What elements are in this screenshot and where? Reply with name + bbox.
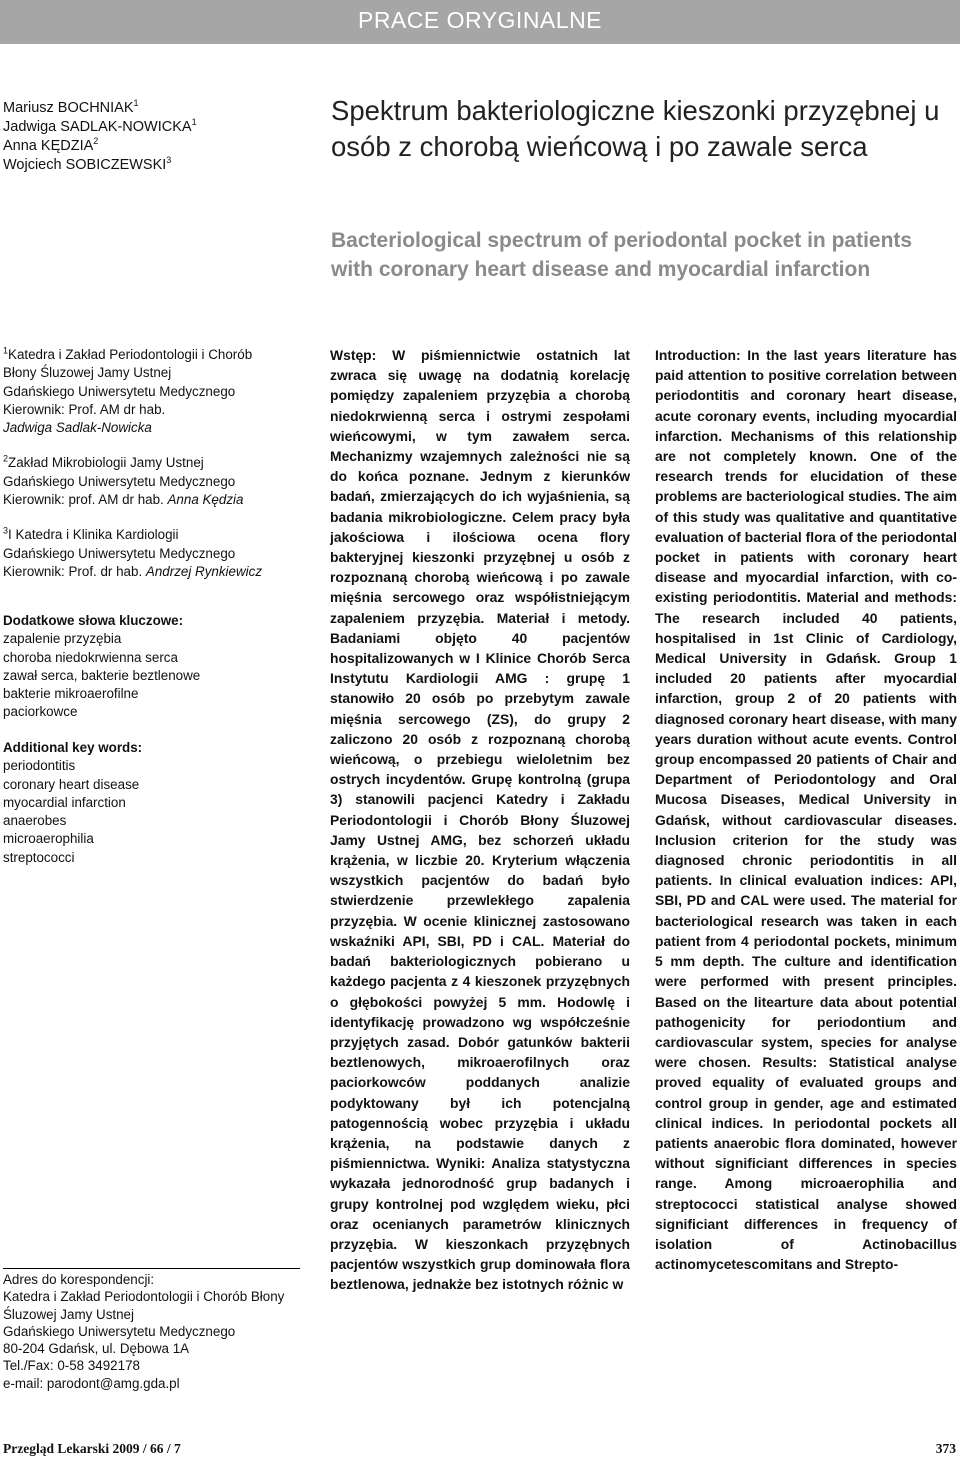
keyword: myocardial infarction (3, 794, 126, 810)
abstract-english: Introduction: In the last years literature has paid attention to positive correlation between periodontitis and coronary heart disease, acute coronary events, including myocardial infarction. Mechanisms of this relationship are not completely known. One of the research trends for elucidation of these problems are bacteriological studies. The aim of this study was qualitative and quantitative evaluation of bacterial flora of the periodontal pocket in patients with coronary heart disease and myocardial infarction, with co-existing periodontitis. Material and methods: The research included 40 patients, hospitalised in 1st Clinic of Cardiology, Medical University in Gdańsk. Group 1 included 20 patients after myocardial infarction, group 2 of 20 patients with diagnosed coronary heart disease, with many years duration without acute events. Control group encompassed 20 patients of Chair and Department of Periodontology and Oral Mucosa Diseases, Medical University in Gdańsk, without cardiovascular diseases. Inclusion criterion for the study was diagnosed chronic periodontitis in all patients. In clinical evaluation indices: API, SBI, PD and CAL were used. The material for bacteriological research was taken in each patient from 4 periodontal pockets, minimum 5 mm depth. The culture and identification were performed with present principles. Based on the litearture data about potential pathogenicity for periodontium and cardiovascular system, species for analyse were chosen. Results: Statistical analyse proved equality of evaluated groups and control group in gender, age and estimated clinical indices. In periodontal pockets all patients anaerobic flora dominated, however without significiant differences in species range. Among microaerophilia and streptococci statistical analyse showed significiant differences in frequency of isolation of Actinobacillus actinomycetescomitans and Strepto- (655, 347, 957, 1273)
keyword: bakterie mikroaerofilne (3, 686, 139, 702)
section-banner (0, 0, 960, 44)
affiliations (3, 346, 313, 598)
keyword: coronary heart disease (3, 776, 140, 792)
page-number: 373 (935, 1441, 956, 1456)
abstract-polish: Wstęp: W piśmiennictwie ostatnich lat zwraca się uwagę na dodatnią korelację pomiędzy zapaleniem przyzębia a chorobą niedokrwienną serca i ostrymi zespołami wieńcowymi, w tym zawałem serca. Mechanizmy wzajemnych zależności nie są do końca poznane. Jednym z kierunków badań, zmierzających do ich wyjaśnienia, są badania mikrobiologiczne. Celem pracy była jakościowa i ilościowa ocena flory bakteryjnej kieszonki przyzębnej u osób z rozpoznaną chorobą wieńcową i po zawale mięśnia sercowego oraz współistniejącym zapaleniem przyzębia. Materiał i metody. Badaniami objęto 40 pacjentów hospitalizowanych w I Klinice Chorób Serca Instytutu Kardiologii AMG : grupę 1 stanowiło 20 osób po przebytym zawale mięśnia sercowego (ZS), do grupy 2 zaliczono 20 osób z rozpoznaną chorobą wieńcową, o przebiegu wieloletnim bez ostrych incydentów. Grupę kontrolną (grupa 3) stanowili pacjenci Katedry i Zakładu Periodontologii i Chorób Błony Śluzowej Jamy Ustnej AMG, bez schorzeń układu krążenia, w liczbie 20. Kryterium włączenia wszystkich pacjentów do badań było stwierdzenie przewlekłego zapalenia przyzębia. W ocenie klinicznej zastosowano wskaźniki API, SBI, PD i CAL. Materiał do badań bakteriologicznych pobierano u każdego pacjenta z 4 kieszonek przyzębnych o głębokości powyżej 5 mm. Hodowlę i identyfikację prowadzono wg współcześnie przyjętych zasad. Dobór gatunków bakterii beztlenowych, mikroaerofilnych oraz paciorkowców poddanych analizie podyktowany był ich potencjalną patogennością wobec przyzębia i układu krążenia, na podstawie danych z piśmiennictwa. Wyniki: Analiza statystyczna wykazała jednorodność grup badanych i grupy kontrolnej pod względem wieku, płci oraz ocenianych parametrów klinicznych przyzębia. W kieszonkach przyzębnych pacjentów wszystkich grup dominowała flora beztlenowa, jednakże bez istotnych różnic w (330, 347, 630, 1293)
author: Jadwiga SADLAK-NOWICKA$^1$ (3, 117, 197, 135)
keyword: anaerobes (3, 813, 67, 829)
affiliation: $^3$I Katedra i Klinika Kardiologii Gdańskiego Uniwersytetu Medycznego Kierownik: Prof. dr hab. Andrzej Rynkiewicz (3, 525, 263, 579)
email-link[interactable]: e-mail: parodont@amg.gda.pl (3, 1375, 180, 1391)
keywords-heading: Dodatkowe słowa kluczowe: (3, 613, 184, 628)
article-title: Spektrum bakteriologiczne kieszonki przyzębnej u osób z chorobą wieńcową i po zawale serca (331, 95, 940, 162)
keyword: choroba niedokrwienna serca (3, 649, 178, 665)
author: Wojciech SOBICZEWSKI$^3$ (3, 155, 172, 173)
keywords-heading: Additional key words: (3, 740, 143, 755)
correspondence-address: Adres do korespondencji: Katedra i Zakład Periodontologii i Chorób Błony Śluzowej Jamy Ustnej Gdańskiego Uniwersytetu Medycznego 80-204 Gdańsk, ul. Dębowa 1A Tel./Fax: 0-58 3492178 e-mail: parodont@amg.gda.pl (3, 1271, 313, 1392)
keyword: zawał serca, bakterie beztlenowe (3, 667, 201, 683)
keyword: zapalenie przyzębia (3, 631, 122, 647)
keyword: microaerophilia (3, 831, 94, 847)
contact-divider (3, 1268, 300, 1269)
section-banner-label: PRACE ORYGINALNE (357, 7, 603, 33)
author: Mariusz BOCHNIAK$^1$ (3, 98, 139, 116)
author-list (3, 99, 197, 175)
keyword: streptococci (3, 849, 75, 865)
affiliation: $^1$Katedra i Zakład Periodontologii i Chorób Błony Śluzowej Jamy Ustnej Gdańskiego Uniwersytetu Medycznego Kierownik: Prof. AM dr hab. Jadwiga Sadlak-Nowicka (3, 345, 253, 436)
keyword: periodontitis (3, 758, 76, 774)
correspondence-heading: Adres do korespondencji: (3, 1272, 155, 1287)
keywords-english (3, 739, 313, 867)
keywords-polish (3, 612, 313, 722)
journal-footer: Przegląd Lekarski 2009 / 66 / 7 (3, 1441, 181, 1456)
article-title-english: Bacteriological spectrum of periodontal pocket in patients with coronary heart disease and myocardial infarction (331, 229, 913, 281)
author: Anna KĘDZIA$^2$ (3, 136, 99, 154)
affiliation: $^2$Zakład Mikrobiologii Jamy Ustnej Gdańskiego Uniwersytetu Medycznego Kierownik: prof. AM dr hab. Anna Kędzia (3, 454, 244, 508)
keyword: paciorkowce (3, 704, 78, 720)
